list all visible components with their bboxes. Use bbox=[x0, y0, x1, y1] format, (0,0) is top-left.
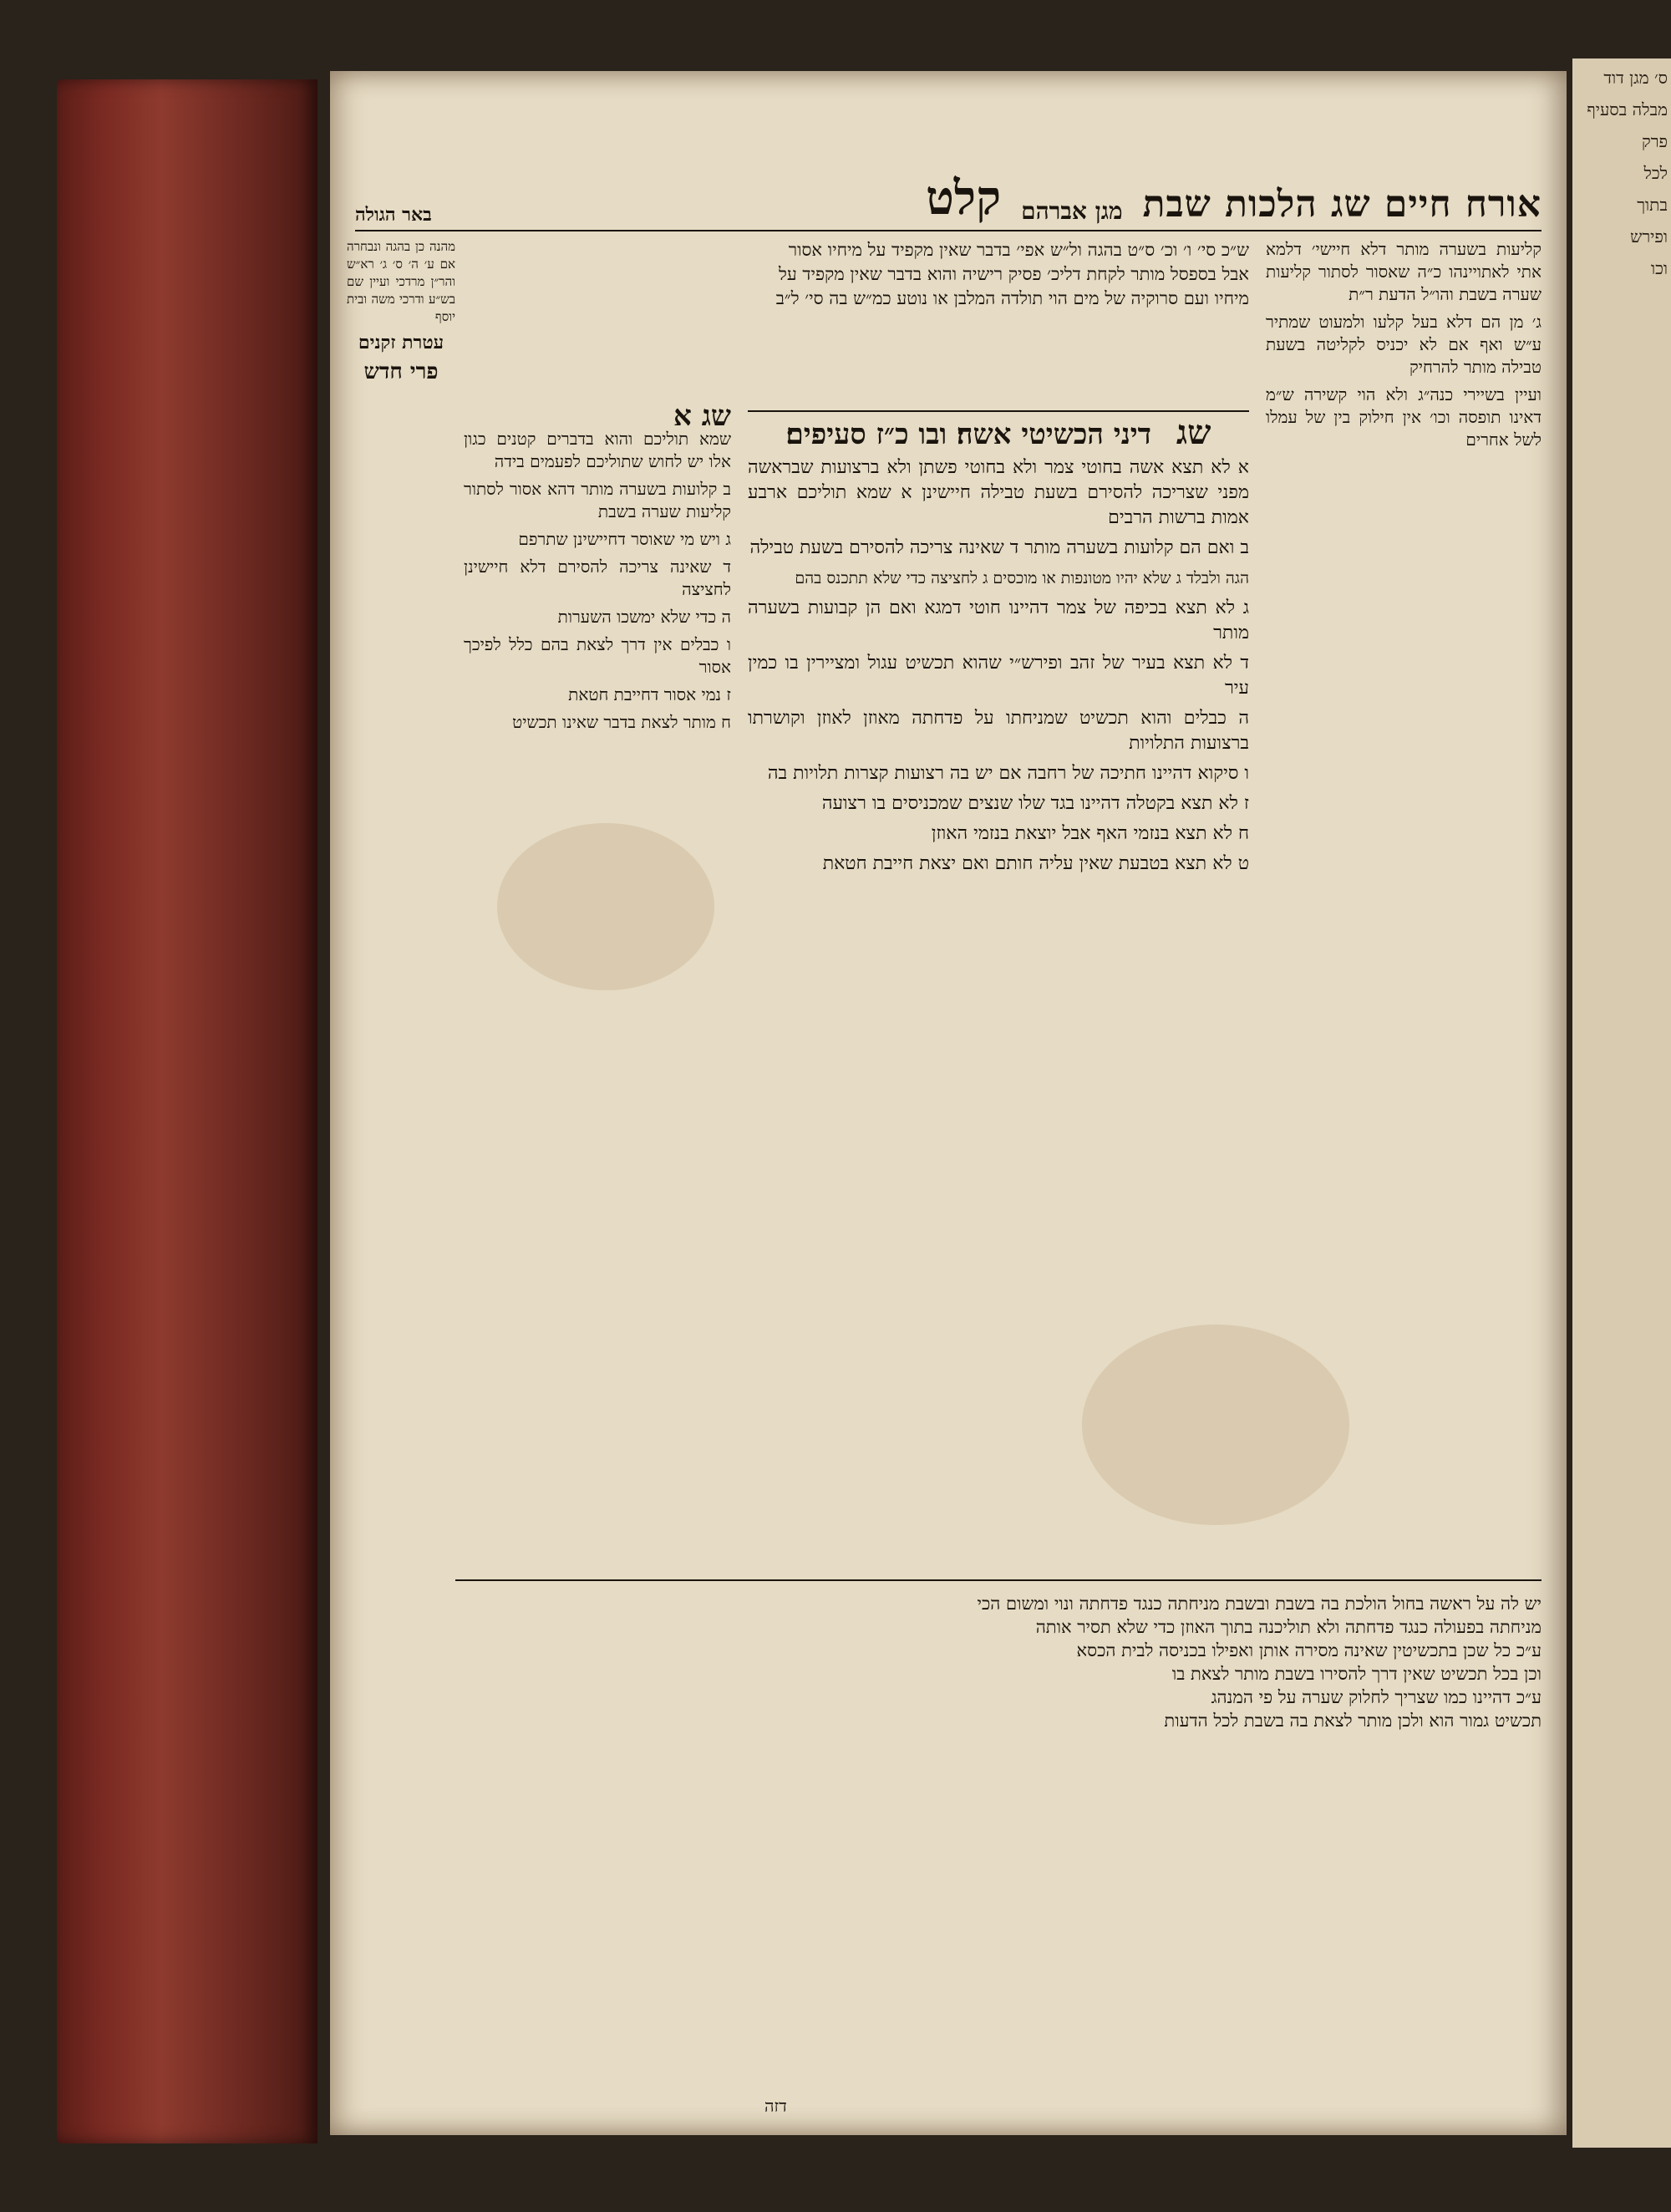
seif-paragraph: ה כבלים והוא תכשיט שמניחתו על פדחתה מאוזן לאוזן וקושרתו ברצועות התלויות bbox=[748, 708, 1249, 754]
top-line: ש״כ סי׳ ו׳ וכ׳ ס״ט בהגה ול״ש אפי׳ בדבר שאין מקפיד על מיחיו אסור bbox=[788, 240, 1249, 260]
top-commentary-block bbox=[355, 238, 1249, 311]
seif-paragraph: ב ואם הם קלועות בשערה מותר ד שאינה צריכה להסירם בשעת טבילה bbox=[749, 537, 1249, 558]
top-line: אבל בספסל מותר לקחת דליכ׳ פסיק רישיה והוא בדבר שאין מקפיד על bbox=[779, 264, 1249, 284]
bottom-line: ע״כ דהיינו כמו שצריך לחלוק שערה על פי המנהג bbox=[1211, 1687, 1541, 1707]
inner-paragraph: שמא תוליכם והוא בדברים קטנים כגון אלו יש לחוש שתוליכם לפעמים בידה bbox=[464, 429, 731, 471]
side-heading-pri-chadash: פרי חדש bbox=[363, 359, 439, 384]
inner-paragraph: ב קלועות בשערה מותר דהא אסור לסתור קליעות שערה בשבת bbox=[464, 479, 731, 521]
title-group bbox=[926, 170, 1541, 226]
page-header bbox=[355, 150, 1541, 226]
facing-page-text: ס׳ מגן דוד bbox=[1603, 68, 1668, 88]
side-note-text: מהנה כן בהגה ונבחרה אם ע׳ ה׳ ס׳ ג׳ רא״ש והר״ן מרדכי ועיין שם בש״ע ודרכי משה ובית יוסף bbox=[347, 239, 455, 324]
outer-paragraph: ועיין בשיירי כנה״ג ולא הוי קשירה ש״מ דאינו תופסה וכו׳ אין חילוק בין של עמלו לשל אחרים bbox=[1266, 384, 1541, 450]
book-page bbox=[330, 71, 1567, 2135]
facing-page-text: בתוך bbox=[1637, 195, 1668, 215]
seif-paragraph: ט לא תצא בטבעת שאין עליה חותם ואם יצאת חייבת חטאת bbox=[822, 853, 1249, 874]
main-text-column bbox=[748, 405, 1249, 882]
inner-paragraph: ג ויש מי שאוסר דחיישינן שתרפם bbox=[518, 529, 731, 549]
book-page-edge bbox=[57, 79, 317, 2143]
hagah-paragraph: הגה ולבלד ג שלא יהיו מטונפות או מוכסים ג לחציצה כדי שלא תתכנס בהם bbox=[795, 569, 1249, 587]
seif-paragraph: א לא תצא אשה בחוטי צמר ולא בחוטי פשתן ולא ברצועות שבראשה מפני שצריכה להסירם בשעת טבילה חיישינן א שמא תוליכם ארבע אמות ברשות הרבים bbox=[748, 457, 1249, 528]
running-subtitle: מגן אברהם bbox=[1021, 197, 1123, 225]
running-title: אורח חיים שג הלכות שבת bbox=[1142, 183, 1541, 226]
header-rule bbox=[355, 230, 1541, 231]
bottom-rule bbox=[455, 1579, 1541, 1581]
inner-paragraph: ז נמי אסור דחייבת חטאת bbox=[568, 684, 731, 704]
section-heading: דיני הכשיטי אשה׃ ובו כ״ז סעיפים׃ bbox=[785, 418, 1152, 451]
folio-number: קלט bbox=[926, 170, 1002, 226]
side-header: באר הגולה bbox=[355, 204, 432, 226]
facing-page-fragment bbox=[1572, 58, 1671, 2148]
outer-commentary-column bbox=[1266, 238, 1541, 456]
section-title bbox=[748, 410, 1249, 452]
bottom-line: מניחתה בפעולה כנגד פדחתה ולא תוליכנה בתוך האוזן כדי שלא תסיר אותה bbox=[1035, 1617, 1541, 1637]
top-line: מיחיו ועם סרוקיה של מים הוי תולדה המלבן או נוטע כמ״ש בה סי׳ ל״ב bbox=[775, 288, 1249, 308]
seif-paragraph: ז לא תצא בקטלה דהיינו בגד שלו שנצים שמכניסים בו רצועה bbox=[821, 793, 1249, 814]
bottom-line: ע״כ כל שכן בתכשיטין שאינה מסירה אותן ואפילו בכניסה לבית הכסא bbox=[1076, 1640, 1541, 1660]
facing-page-text: ופירש bbox=[1630, 226, 1668, 247]
inner-paragraph: ו כבלים אין דרך לצאת בהם כלל לפיכך אסור bbox=[464, 634, 731, 677]
facing-page-text: וכו bbox=[1650, 258, 1668, 278]
bottom-line: תכשיט גמור הוא ולכן מותר לצאת בה בשבת לכל הדעות bbox=[1164, 1711, 1541, 1731]
inner-paragraph: ד שאינה צריכה להסירם דלא חיישינן לחציצה bbox=[464, 557, 731, 599]
catchword: דזה bbox=[764, 2096, 787, 2116]
paper-stain bbox=[1082, 1325, 1349, 1525]
facing-page-text: לכל bbox=[1643, 163, 1668, 183]
seif-paragraph: ג לא תצא בכיפה של צמר דהיינו חוטי דמגא ואם הן קבועות בשערה מותר bbox=[748, 597, 1249, 643]
seif-paragraph: ו סיקוא דהיינו חתיכה של רחבה אם יש בה רצועות קצרות תלויות בה bbox=[767, 763, 1249, 784]
seif-paragraph: ד לא תצא בעיר של זהב ופירש״י שהוא תכשיט עגול ומציירין בו כמין עיר bbox=[748, 653, 1249, 699]
facing-page-text: פרק bbox=[1641, 131, 1668, 151]
bottom-line: יש לה על ראשה בחול הולכת בה בשבת ובשבת מניחתה כנגד פדחתה ונוי ומשום הכי bbox=[977, 1594, 1541, 1614]
inner-paragraph: ח מותר לצאת בדבר שאינו תכשיט bbox=[512, 712, 731, 732]
inner-commentary-column bbox=[464, 399, 731, 739]
side-notes-column bbox=[347, 238, 455, 386]
paper-stain bbox=[497, 823, 714, 990]
bottom-commentary bbox=[455, 1592, 1541, 1732]
outer-paragraph: קליעות בשערה מותר דלא חיישי׳ דלמא אתי לאתויינהו כ״ה שאסור לסתור קליעות שערה בשבת והו״ל הדעת ר״ת bbox=[1266, 239, 1541, 304]
section-number: שג bbox=[1176, 413, 1211, 452]
bottom-line: וכן בכל תכשיט שאין דרך להסירו בשבת מותר לצאת בו bbox=[1171, 1664, 1541, 1684]
outer-paragraph: ג׳ מן הם דלא בעל קלעו ולמעוט שמתיר ע״ש ואף אם לא יכניס לקליטה בשעת טבילה מותר להרחיק bbox=[1266, 312, 1541, 377]
commentary-heading: שג א bbox=[673, 399, 731, 433]
side-heading-ateret: עטרת זקנים bbox=[358, 332, 444, 353]
facing-page-text: מבלה בסעיף bbox=[1587, 99, 1668, 119]
inner-paragraph: ה כדי שלא ימשכו השערות bbox=[557, 607, 731, 627]
seif-paragraph: ח לא תצא בנזמי האף אבל יוצאת בנזמי האוזן bbox=[931, 823, 1249, 844]
